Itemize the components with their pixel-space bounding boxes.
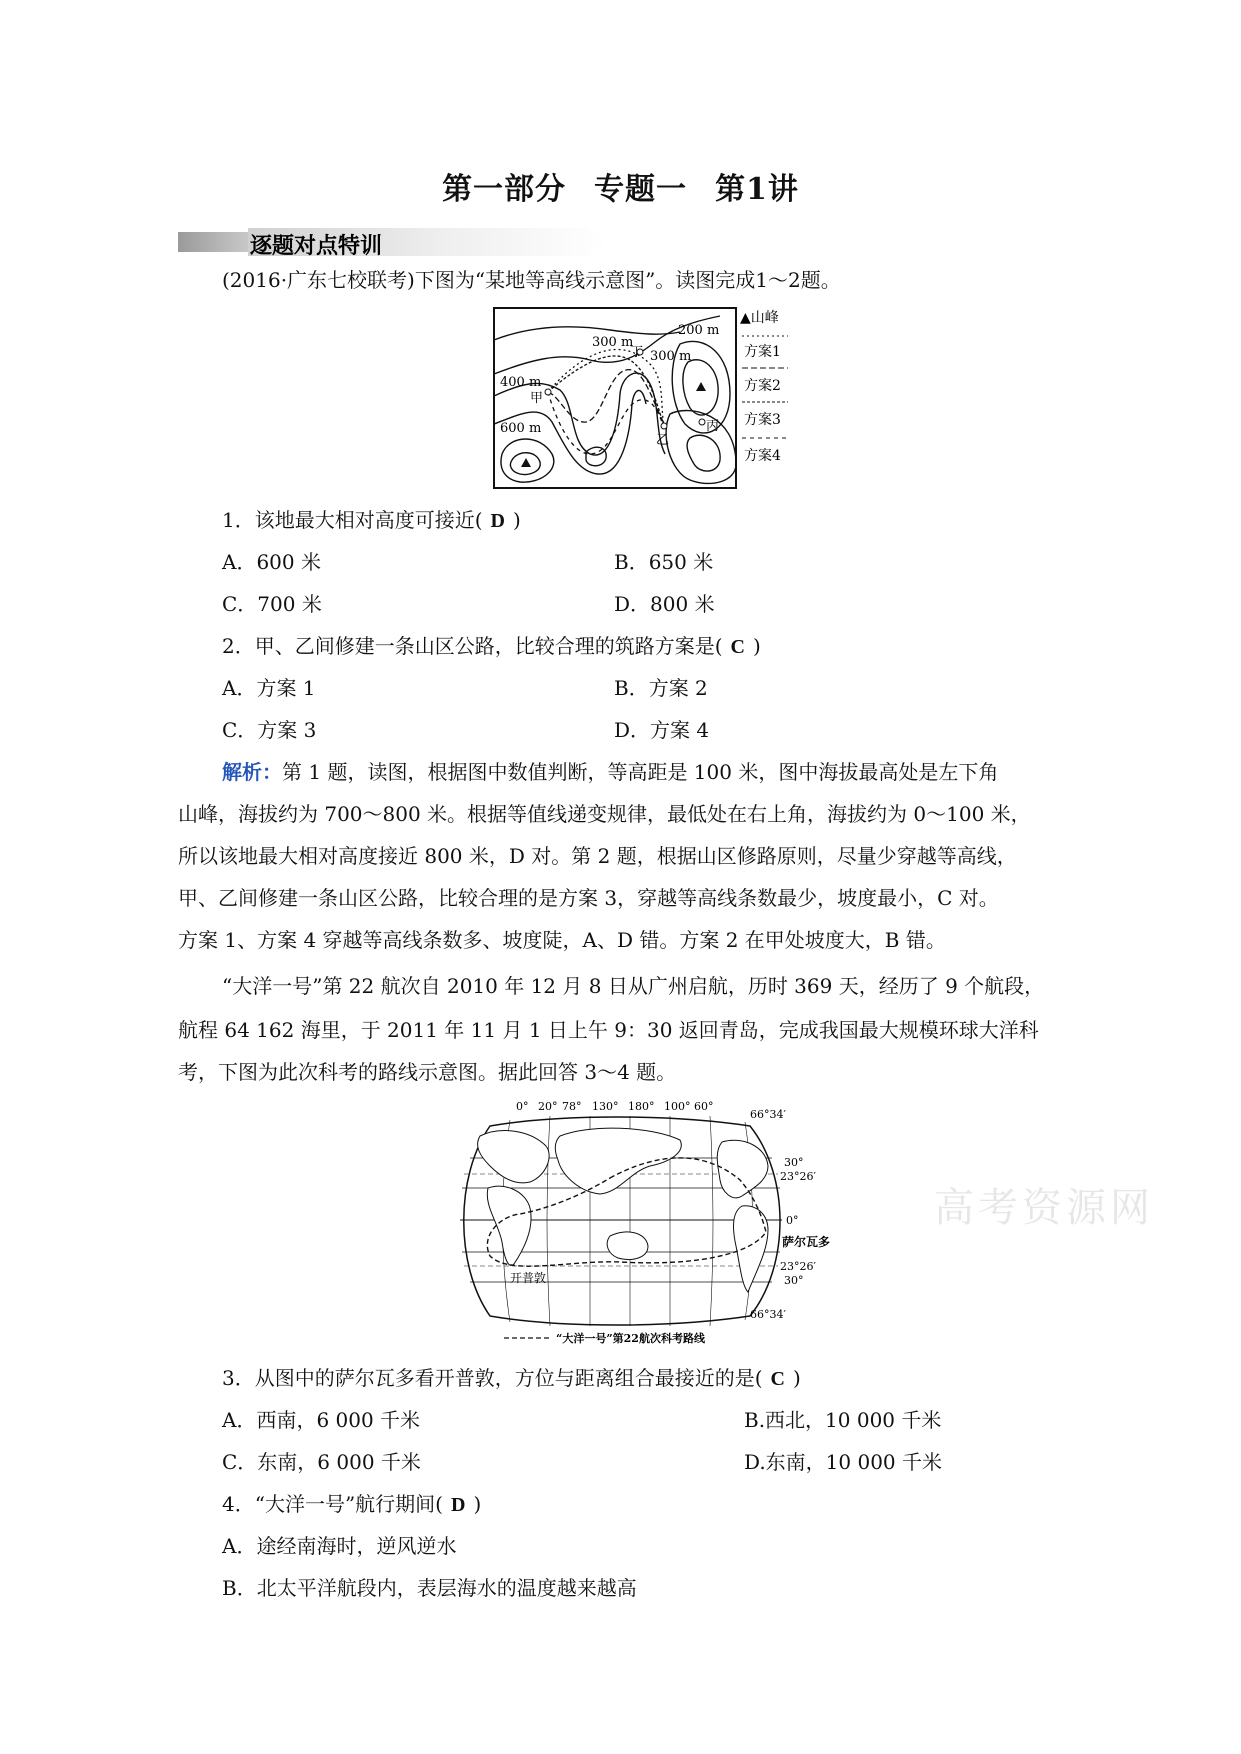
- latitude-label: 66°34′: [750, 1108, 786, 1121]
- question-1: [222, 506, 521, 535]
- point-bing: [699, 419, 705, 425]
- q4-option-b: B．北太平洋航段内，表层海水的温度越来越高: [222, 1576, 637, 1600]
- analysis-label: 解析：: [222, 760, 282, 784]
- q2-option-c: C．方案 3: [222, 718, 317, 742]
- longitude-label: 78°: [562, 1100, 582, 1113]
- longitude-label: 20°: [538, 1100, 558, 1113]
- title-part: 第一部分: [442, 172, 567, 207]
- legend-option-2: 方案2: [744, 378, 781, 394]
- latitude-label: 0°: [786, 1214, 799, 1227]
- place-label-cape-town: 开普敦: [510, 1271, 547, 1285]
- contour-label: 600 m: [500, 421, 542, 436]
- world-route-map: [450, 1096, 830, 1346]
- contour-label: 300 m: [650, 349, 692, 364]
- analysis-line-3: 所以该地最大相对高度接近 800 米，D 对。第 2 题，根据山区修路原则，尽量少穿越等高线，: [178, 844, 1017, 868]
- contour-map: [490, 304, 810, 492]
- place-label-salvador: 萨尔瓦多: [782, 1235, 830, 1249]
- q3-option-c: C．东南，6 000 千米: [222, 1450, 421, 1474]
- longitude-label: 60°: [694, 1100, 714, 1113]
- longitude-label: 100°: [664, 1100, 691, 1113]
- latitude-label: 30°: [784, 1156, 804, 1169]
- q3-option-b: B.西北，10 000 千米: [744, 1408, 942, 1432]
- latitude-label: 23°26′: [780, 1170, 816, 1183]
- contour-label: 200 m: [678, 323, 720, 338]
- longitude-label: 180°: [628, 1100, 655, 1113]
- banner-bar: [178, 232, 248, 252]
- place-label-jia: 甲: [530, 391, 544, 406]
- q4-option-a: A．途经南海时，逆风逆水: [222, 1534, 457, 1558]
- route-legend-label: “大洋一号”第22航次科考路线: [556, 1332, 705, 1345]
- place-label-bing: 丙: [706, 419, 720, 434]
- q2-option-b: B．方案 2: [614, 676, 708, 700]
- banner-label: 逐题对点特训: [250, 234, 383, 259]
- longitude-label: 0°: [516, 1100, 529, 1113]
- question-4-stem: 4．“大洋一号”航行期间(: [222, 1492, 443, 1516]
- analysis-line-2: 山峰，海拔约为 700～800 米。根据等值线递变规律，最低处在右上角，海拔约为 0～100 米，: [178, 802, 1031, 826]
- question-3: [222, 1364, 801, 1393]
- question-4: [222, 1490, 481, 1519]
- analysis-line-5: 方案 1、方案 4 穿越等高线条数多、坡度陡，A、D 错。方案 2 在甲处坡度大，B 错。: [178, 928, 946, 952]
- section-banner: [178, 228, 668, 259]
- q3-option-a: A．西南，6 000 千米: [222, 1408, 421, 1432]
- latitude-label: 30°: [784, 1274, 804, 1287]
- q1-option-b: B．650 米: [614, 550, 714, 574]
- q1-option-c: C．700 米: [222, 592, 322, 616]
- question-4-answer: D: [450, 1494, 466, 1516]
- question-3-stem: 3．从图中的萨尔瓦多看开普敦，方位与距离组合最接近的是(: [222, 1366, 763, 1390]
- legend-option-4: 方案4: [744, 448, 781, 464]
- q2-option-a: A．方案 1: [222, 676, 316, 700]
- q1-option-d: D．800 米: [614, 592, 715, 616]
- latitude-label: 23°26′: [780, 1260, 816, 1273]
- question-3-answer: C: [770, 1368, 785, 1390]
- analysis-text: 第 1 题，读图，根据图中数值判断，等高距是 100 米，图中海拔最高处是左下角: [282, 760, 999, 784]
- question-2-stem: 2．甲、乙间修建一条山区公路，比较合理的筑路方案是(: [222, 634, 723, 658]
- question-1-stem: 1．该地最大相对高度可接近(: [222, 508, 483, 532]
- analysis-line-4: 甲、乙间修建一条山区公路，比较合理的是方案 3，穿越等高线条数最少，坡度最小，C 对。: [178, 886, 999, 910]
- legend-option-3: 方案3: [744, 412, 781, 428]
- intro-2-line-3: 考，下图为此次科考的路线示意图。据此回答 3～4 题。: [178, 1060, 677, 1084]
- question-2-answer: C: [730, 636, 745, 658]
- legend-option-1: 方案1: [744, 344, 781, 360]
- legend-peak: ▲山峰: [740, 310, 779, 326]
- intro-2-line-2: 航程 64 162 海里，于 2011 年 11 月 1 日上午 9：30 返回青岛，完成我国最大规模环球大洋科: [178, 1018, 1039, 1042]
- contour-label: 400 m: [500, 375, 542, 390]
- place-label-ding: 丁: [630, 345, 644, 360]
- intro-question-1-2: (2016·广东七校联考)下图为“某地等高线示意图”。读图完成1～2题。: [222, 268, 841, 292]
- question-3-close: ): [792, 1366, 801, 1390]
- title-topic: 专题一: [594, 172, 688, 207]
- analysis-line-1: [222, 758, 998, 786]
- point-jia: [545, 389, 551, 395]
- place-label-yi: 乙: [656, 433, 670, 448]
- title-lecture: 第1讲: [715, 172, 799, 207]
- q2-option-d: D．方案 4: [614, 718, 710, 742]
- q1-option-a: A．600 米: [222, 550, 321, 574]
- question-1-close: ): [512, 508, 521, 532]
- watermark: 高考资源网: [934, 1185, 1154, 1231]
- question-2-close: ): [752, 634, 761, 658]
- question-1-answer: D: [490, 510, 505, 532]
- page-title: [0, 164, 1241, 208]
- question-4-close: ): [473, 1492, 482, 1516]
- intro-2-line-1: “大洋一号”第 22 航次自 2010 年 12 月 8 日从广州启航，历时 369 天，经历了 9 个航段，: [222, 974, 1045, 998]
- latitude-label: 66°34′: [750, 1308, 786, 1321]
- point-yi: [661, 423, 667, 429]
- contour-label: 300 m: [592, 335, 634, 350]
- longitude-label: 130°: [592, 1100, 619, 1113]
- landmass: [607, 1232, 648, 1260]
- q3-option-d: D.东南，10 000 千米: [744, 1450, 943, 1474]
- question-2: [222, 632, 761, 661]
